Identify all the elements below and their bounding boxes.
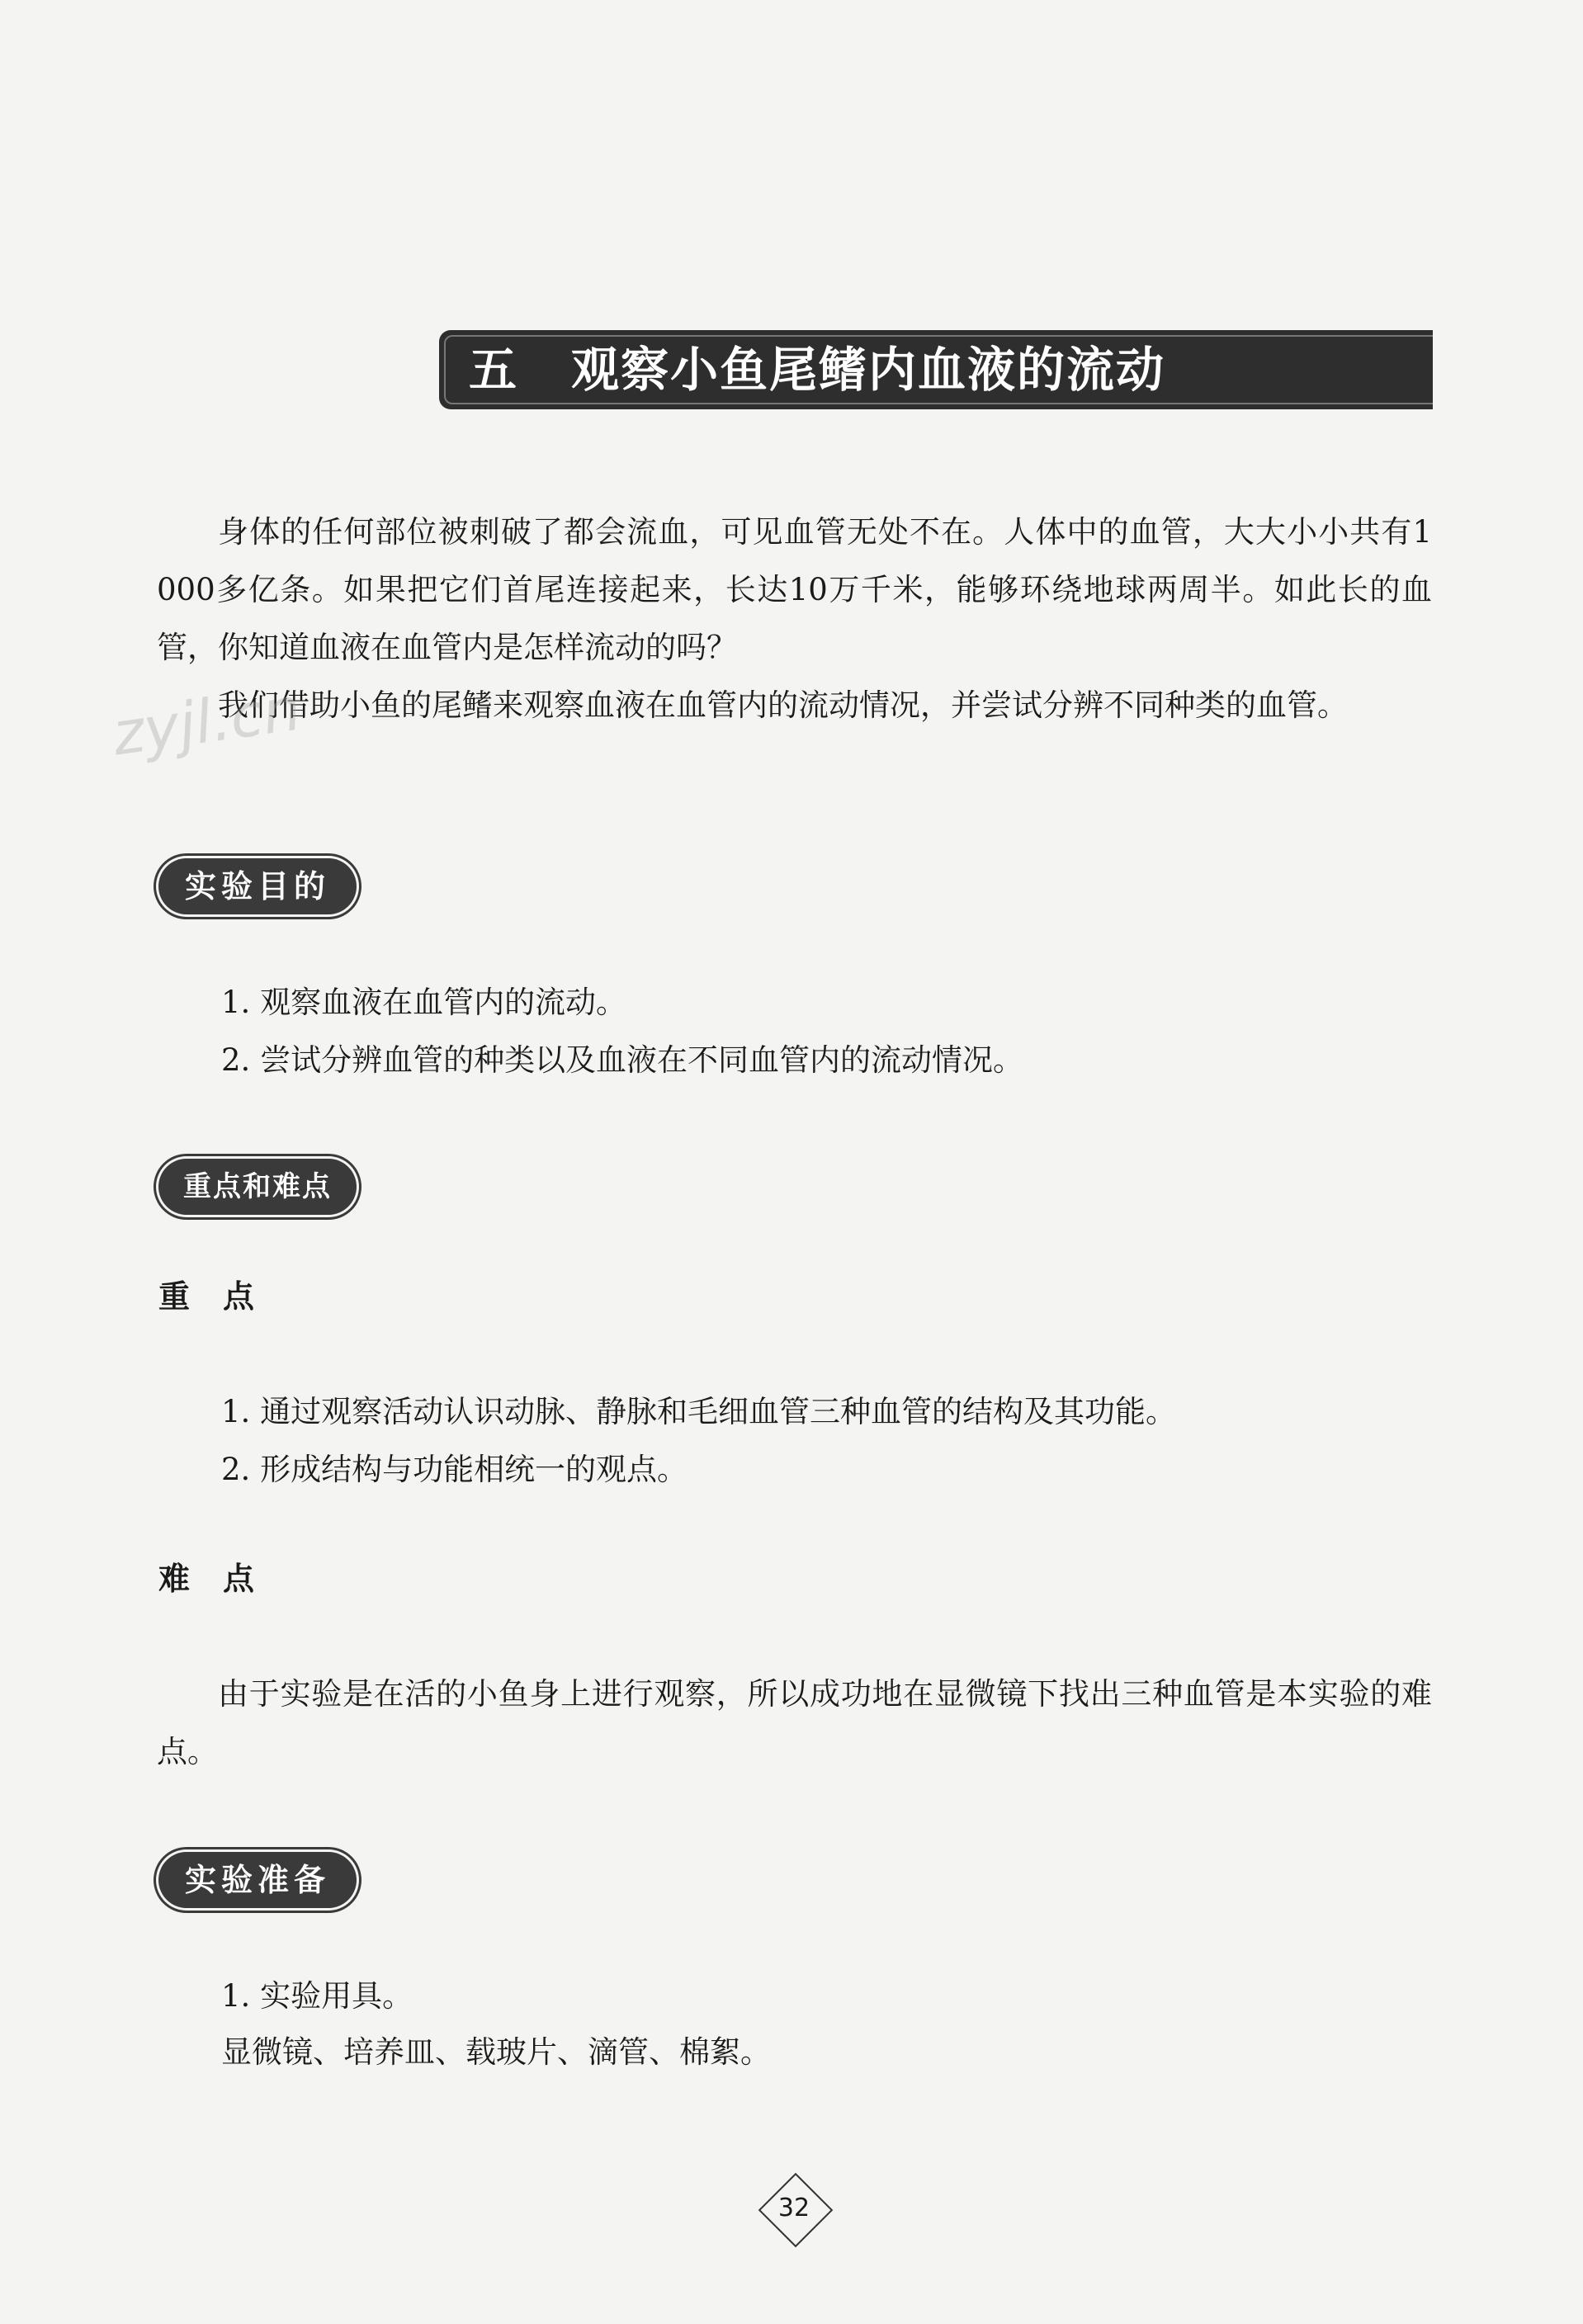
- focus-item-2: 2. 形成结构与功能相统一的观点。: [221, 1452, 688, 1487]
- section-badge-purpose: 实验目的: [158, 858, 357, 914]
- preparation-tools: 显微镜、培养皿、载玻片、滴管、棉絮。: [221, 2034, 771, 2070]
- chapter-number: 五: [469, 342, 517, 398]
- chapter-title: 观察小鱼尾鳍内血液的流动: [571, 342, 1166, 398]
- page-number: 32: [777, 2194, 810, 2222]
- focus-item-1: 1. 通过观察活动认识动脉、静脉和毛细血管三种血管的结构及其功能。: [221, 1394, 1177, 1429]
- purpose-item-1: 1. 观察血液在血管内的流动。: [221, 985, 627, 1020]
- preparation-item-1: 1. 实验用具。: [221, 1978, 413, 2014]
- difficulty-heading: 难点: [158, 1561, 288, 1597]
- focus-heading: 重点: [158, 1278, 288, 1315]
- section-badge-preparation: 实验准备: [158, 1852, 357, 1908]
- watermark: zyjl.cn: [108, 673, 305, 769]
- intro-paragraph-1: 身体的任何部位被刺破了都会流血，可见血管无处不在。人体中的血管，大大小小共有1 000多亿条。如果把它们首尾连接起来，长达10万千米，能够环绕地球两周半。如此长的血管，你知道血液在血管内是怎样流动的吗？: [157, 514, 1432, 665]
- purpose-item-2: 2. 尝试分辨血管的种类以及血液在不同血管内的流动情况。: [221, 1042, 1024, 1078]
- page-number-marker: [759, 2174, 829, 2243]
- difficulty-paragraph: 由于实验是在活的小鱼身上进行观察，所以成功地在显微镜下找出三种血管是本实验的难点。: [157, 1676, 1432, 1769]
- intro-paragraph-2: 我们借助小鱼的尾鳍来观察血液在血管内的流动情况，并尝试分辨不同种类的血管。: [218, 687, 1348, 723]
- section-badge-key-points: 重点和难点: [158, 1159, 357, 1215]
- chapter-title-banner: [439, 330, 1433, 409]
